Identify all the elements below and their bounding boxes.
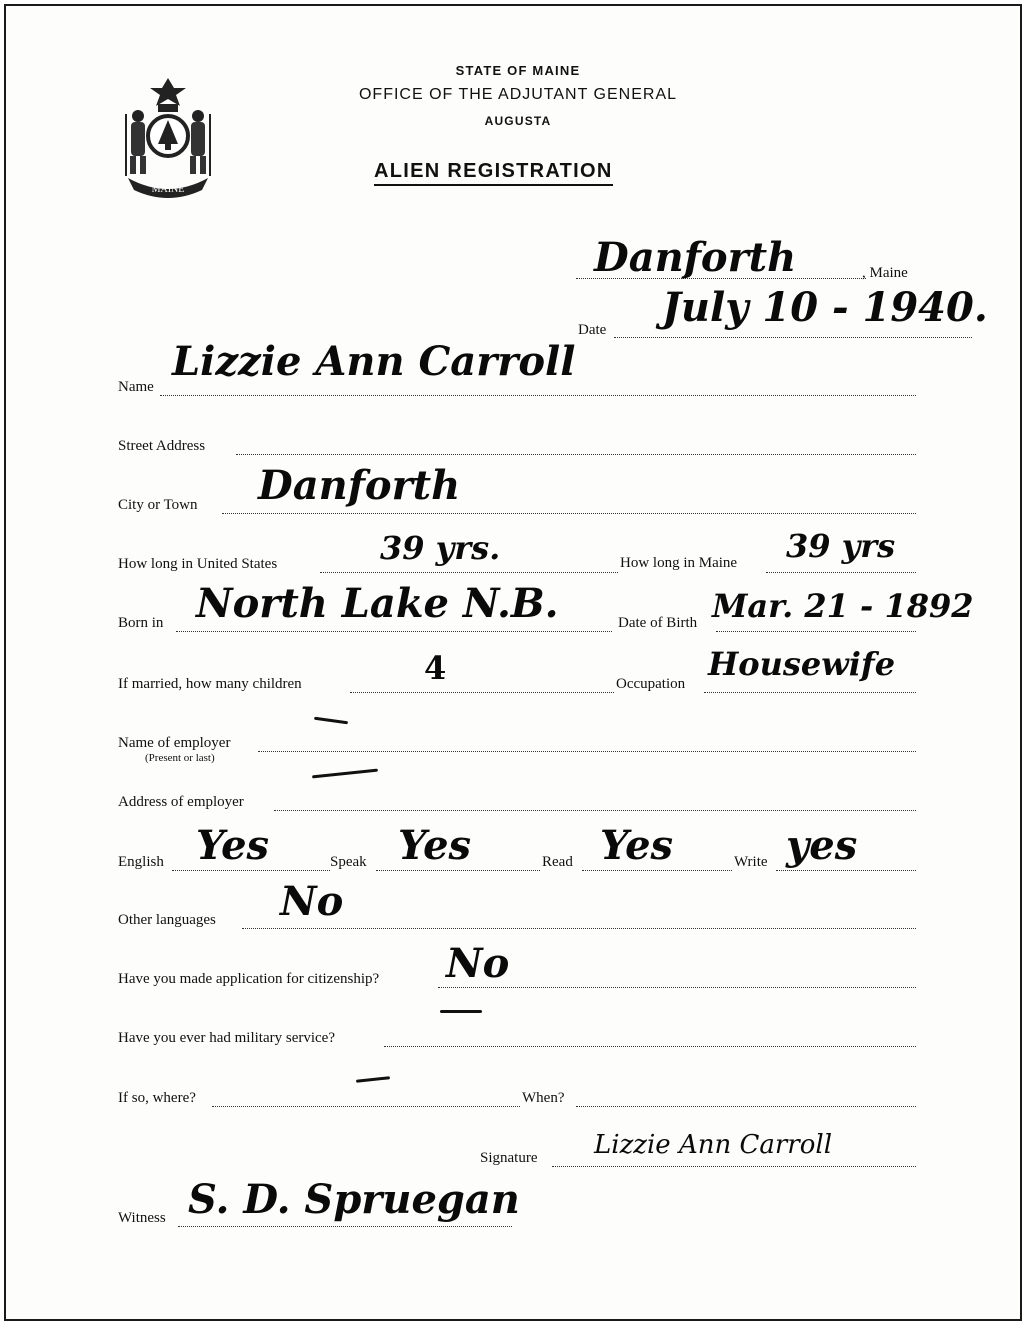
date-value: July 10 - 1940. [662, 284, 988, 331]
military-line [384, 1046, 916, 1047]
date-line [614, 337, 972, 338]
born-in-label: Born in [118, 615, 164, 631]
read-line [582, 870, 732, 871]
street-line [236, 454, 916, 455]
how-long-us-label: How long in United States [118, 556, 278, 572]
signature-line [552, 1166, 916, 1167]
citizenship-underline [440, 1010, 482, 1013]
office-heading: OFFICE OF THE ADJUTANT GENERAL [358, 86, 678, 103]
employer-address-label: Address of employer [118, 794, 244, 810]
witness-label: Witness [118, 1210, 166, 1226]
english-value: Yes [196, 822, 270, 869]
write-value: yes [786, 822, 858, 869]
city-line [222, 513, 916, 514]
city-label: City or Town [118, 497, 198, 513]
other-languages-label: Other languages [118, 912, 216, 928]
witness-line [178, 1226, 512, 1227]
military-label: Have you ever had military service? [118, 1030, 335, 1046]
city-heading: AUGUSTA [484, 114, 552, 128]
employer-name-line [258, 751, 916, 752]
signature-value: Lizzie Ann Carroll [594, 1130, 833, 1160]
write-label: Write [734, 854, 768, 870]
employer-sub-label: (Present or last) [145, 752, 215, 764]
children-line [350, 692, 614, 693]
when-label: When? [522, 1090, 565, 1106]
place-value: Danforth [594, 234, 797, 281]
other-languages-value: No [280, 878, 344, 925]
date-label: Date [578, 322, 607, 338]
date-of-birth-value: Mar. 21 - 1892 [712, 587, 974, 625]
born-in-line [176, 631, 612, 632]
employer-address-line [274, 810, 916, 811]
born-in-value: North Lake N.B. [196, 580, 559, 627]
city-value: Danforth [258, 462, 461, 509]
speak-line [376, 870, 540, 871]
write-line [776, 870, 916, 871]
citizenship-value: No [446, 940, 510, 987]
date-of-birth-line [716, 631, 916, 632]
speak-value: Yes [398, 822, 472, 869]
citizenship-line [438, 987, 916, 988]
occupation-line [704, 692, 916, 693]
english-line [172, 870, 330, 871]
children-label: If married, how many children [118, 676, 302, 692]
how-long-maine-value: 39 yrs [786, 527, 896, 565]
maine-label: , Maine [862, 265, 908, 281]
speak-label: Speak [330, 854, 367, 870]
employer-name-label: Name of employer [118, 735, 231, 751]
name-line [160, 395, 916, 396]
when-line [576, 1106, 916, 1107]
if-so-where-line [212, 1106, 520, 1107]
read-label: Read [542, 854, 573, 870]
other-languages-line [242, 928, 916, 929]
date-of-birth-label: Date of Birth [618, 615, 698, 631]
street-label: Street Address [118, 438, 206, 454]
how-long-maine-label: How long in Maine [620, 555, 738, 571]
english-label: English [118, 854, 164, 870]
signature-label: Signature [480, 1150, 538, 1166]
form-title: ALIEN REGISTRATION [374, 160, 613, 186]
state-heading: STATE OF MAINE [455, 63, 581, 78]
if-so-where-label: If so, where? [118, 1090, 196, 1106]
how-long-maine-line [766, 572, 916, 573]
how-long-us-value: 39 yrs. [380, 529, 501, 567]
witness-value: S. D. Spruegan [188, 1176, 520, 1223]
how-long-us-line [320, 572, 618, 573]
name-label: Name [118, 379, 154, 395]
seal-text: MAINE [151, 184, 185, 195]
occupation-value: Housewife [708, 645, 896, 683]
read-value: Yes [600, 822, 674, 869]
occupation-label: Occupation [616, 676, 686, 692]
name-value: Lizzie Ann Carroll [172, 338, 576, 385]
children-value: 4 [424, 649, 447, 687]
citizenship-label: Have you made application for citizenship? [118, 971, 380, 987]
